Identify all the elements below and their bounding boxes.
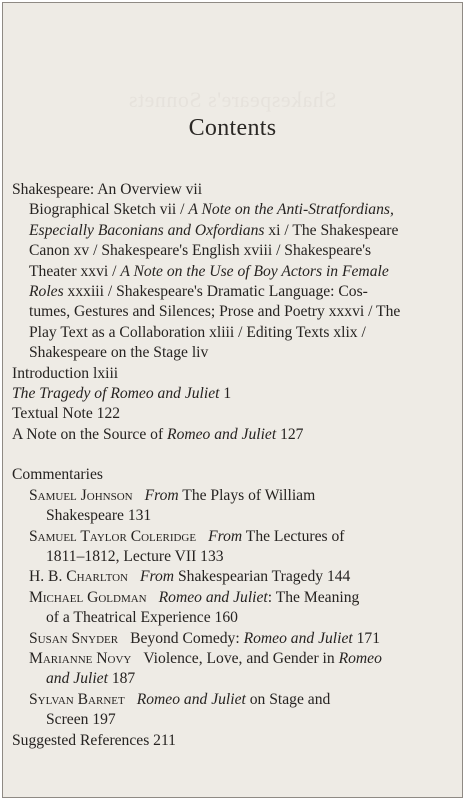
commentary-author: Susan Snyder xyxy=(29,629,119,647)
commentary-author: Michael Goldman xyxy=(29,588,147,606)
commentary-author: H. B. Charlton xyxy=(29,568,128,586)
toc-entry-introduction: Introduction lxiii xyxy=(12,364,119,382)
commentary-continuation: of a Theatrical Experience 160 xyxy=(46,609,238,627)
overview-line: Play Text as a Collaboration xliii / Editing Texts xlix / xyxy=(29,323,366,341)
commentary-item: Susan Snyder Beyond Comedy: Romeo and Juliet 171 xyxy=(29,629,381,647)
book-page xyxy=(2,2,463,798)
commentary-item: Marianne Novy Violence, Love, and Gender in Romeo xyxy=(29,649,382,667)
toc-entry-textual-note: Textual Note 122 xyxy=(12,405,121,423)
commentary-item: Samuel Taylor Coleridge From The Lectures of xyxy=(29,527,345,545)
commentary-continuation: Shakespeare 131 xyxy=(46,507,152,525)
overview-line: Roles xxxiii / Shakespeare's Dramatic Language: Cos- xyxy=(29,283,368,301)
commentary-continuation: Screen 197 xyxy=(46,711,116,729)
overview-line: Canon xv / Shakespeare's English xviii / Shakespeare's xyxy=(29,242,372,260)
page-title: Contents xyxy=(188,115,277,141)
spacer xyxy=(12,445,454,465)
commentary-item: Samuel Johnson From The Plays of William xyxy=(29,486,316,504)
commentary-item: Sylvan Barnet Romeo and Juliet on Stage and xyxy=(29,690,331,708)
commentary-item: Michael Goldman Romeo and Juliet: The Meaning xyxy=(29,588,360,606)
overview-line: Theater xxvi / A Note on the Use of Boy Actors in Female xyxy=(29,262,389,280)
commentary-author: Samuel Taylor Coleridge xyxy=(29,527,197,545)
overview-subentries xyxy=(12,200,454,363)
overview-line: Biographical Sketch vii / A Note on the Anti-Stratfordians, xyxy=(29,201,394,219)
toc-entry-play: The Tragedy of Romeo and Juliet 1 xyxy=(12,385,232,403)
commentary-list xyxy=(12,486,454,731)
table-of-contents xyxy=(12,180,454,751)
commentary-continuation: and Juliet 187 xyxy=(46,670,136,688)
commentary-continuation: 1811–1812, Lecture VII 133 xyxy=(46,547,224,565)
commentaries-heading: Commentaries xyxy=(12,466,103,484)
commentary-author: Sylvan Barnet xyxy=(29,690,125,708)
toc-entry-references: Suggested References 211 xyxy=(12,731,176,749)
overview-line: Especially Baconians and Oxfordians xi / The Shakespeare xyxy=(29,221,399,239)
toc-entry-overview: Shakespeare: An Overview vii xyxy=(12,181,203,198)
overview-line: Shakespeare on the Stage liv xyxy=(29,344,209,362)
commentary-author: Samuel Johnson xyxy=(29,486,133,504)
overview-line: tumes, Gestures and Silences; Prose and Poetry xxxvi / The xyxy=(29,303,401,321)
bleed-through-text: Shakespeare's Sonnets xyxy=(128,87,337,112)
toc-entry-source: A Note on the Source of Romeo and Juliet 127 xyxy=(12,425,304,443)
commentary-author: Marianne Novy xyxy=(29,649,132,667)
commentary-item: H. B. Charlton From Shakespearian Tragedy 144 xyxy=(29,568,351,586)
